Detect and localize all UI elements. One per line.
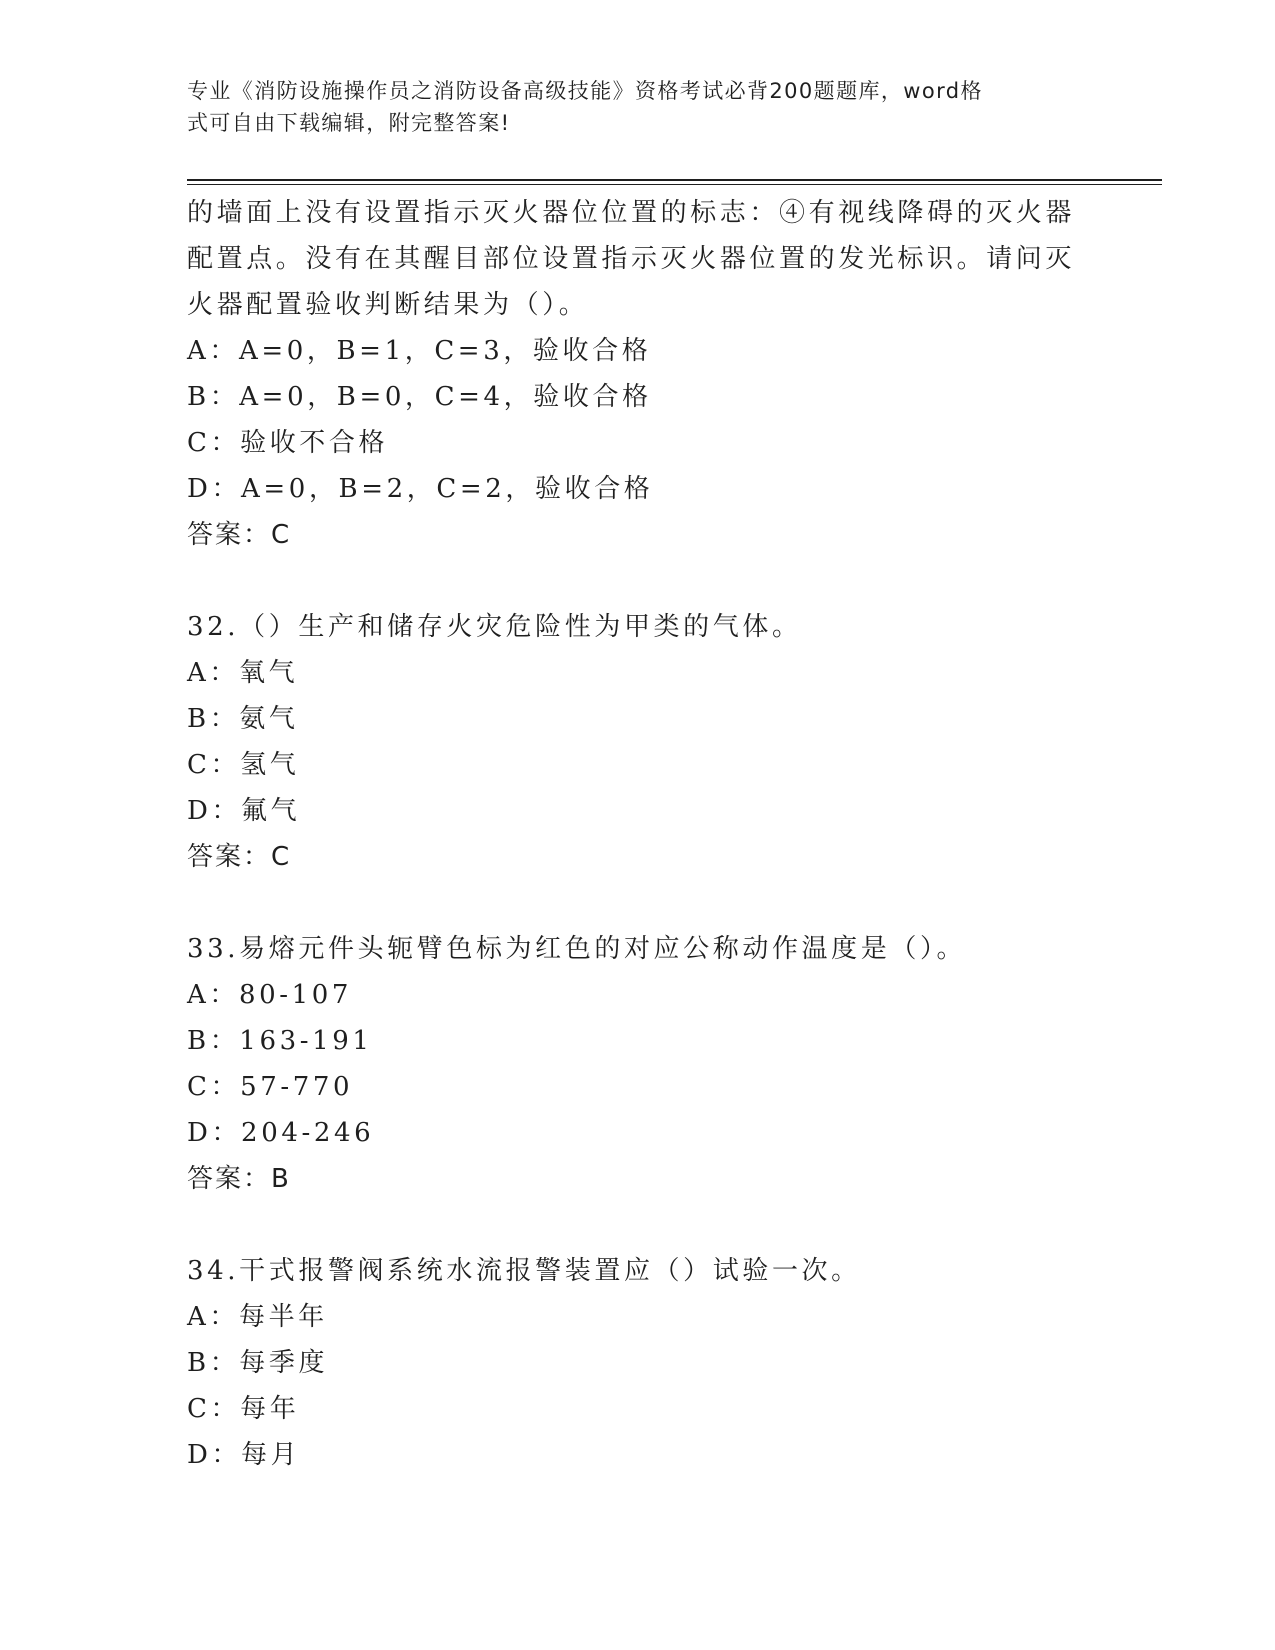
option-a: A：氧气 — [187, 658, 299, 688]
option-d: D：A=0，B=2，C=2，验收合格 — [187, 474, 654, 504]
option-b: B：氨气 — [187, 704, 299, 734]
option-b: B：每季度 — [187, 1348, 329, 1378]
document-header — [187, 75, 1077, 139]
question-stem: 32.（）生产和储存火灾危险性为甲类的气体。 — [187, 612, 802, 642]
option-c: C：验收不合格 — [187, 428, 389, 458]
header-divider-bottom — [187, 184, 1162, 185]
question-33 — [187, 926, 1162, 1202]
answer-line: 答案：C — [187, 520, 292, 550]
question-stem-line: 配置点。没有在其醒目部位设置指示灭火器位置的发光标识。请问灭 — [187, 244, 1076, 274]
question-stem-line: 火器配置验收判断结果为（）。 — [187, 290, 589, 320]
question-gap — [187, 558, 1162, 604]
answer-line: 答案：B — [187, 1164, 291, 1194]
option-c: C：57-770 — [187, 1072, 354, 1102]
question-gap — [187, 1202, 1162, 1248]
option-c: C：每年 — [187, 1394, 300, 1424]
option-d: D：氟气 — [187, 796, 301, 826]
option-a: A：每半年 — [187, 1302, 328, 1332]
question-gap — [187, 880, 1162, 926]
question-31-continuation — [187, 190, 1162, 558]
option-b: B：163-191 — [187, 1026, 373, 1056]
question-34 — [187, 1248, 1162, 1478]
header-line-1: 专业《消防设施操作员之消防设备高级技能》资格考试必背200题题库，word格 — [187, 79, 983, 103]
option-a: A：A=0，B=1，C=3，验收合格 — [187, 336, 652, 366]
answer-line: 答案：C — [187, 842, 292, 872]
question-stem: 33.易熔元件头轭臂色标为红色的对应公称动作温度是（）。 — [187, 934, 967, 964]
header-divider-top — [187, 179, 1162, 181]
option-d: D：每月 — [187, 1440, 301, 1470]
header-line-2: 式可自由下载编辑，附完整答案! — [187, 111, 511, 135]
question-content — [187, 190, 1162, 1478]
question-32 — [187, 604, 1162, 880]
option-c: C：氢气 — [187, 750, 300, 780]
option-a: A：80-107 — [187, 980, 353, 1010]
question-stem-line: 的墙面上没有设置指示灭火器位位置的标志：④有视线降碍的灭火器 — [187, 198, 1076, 228]
option-b: B：A=0，B=0，C=4，验收合格 — [187, 382, 652, 412]
option-d: D：204-246 — [187, 1118, 375, 1148]
question-stem: 34.干式报警阀系统水流报警装置应（）试验一次。 — [187, 1256, 861, 1286]
